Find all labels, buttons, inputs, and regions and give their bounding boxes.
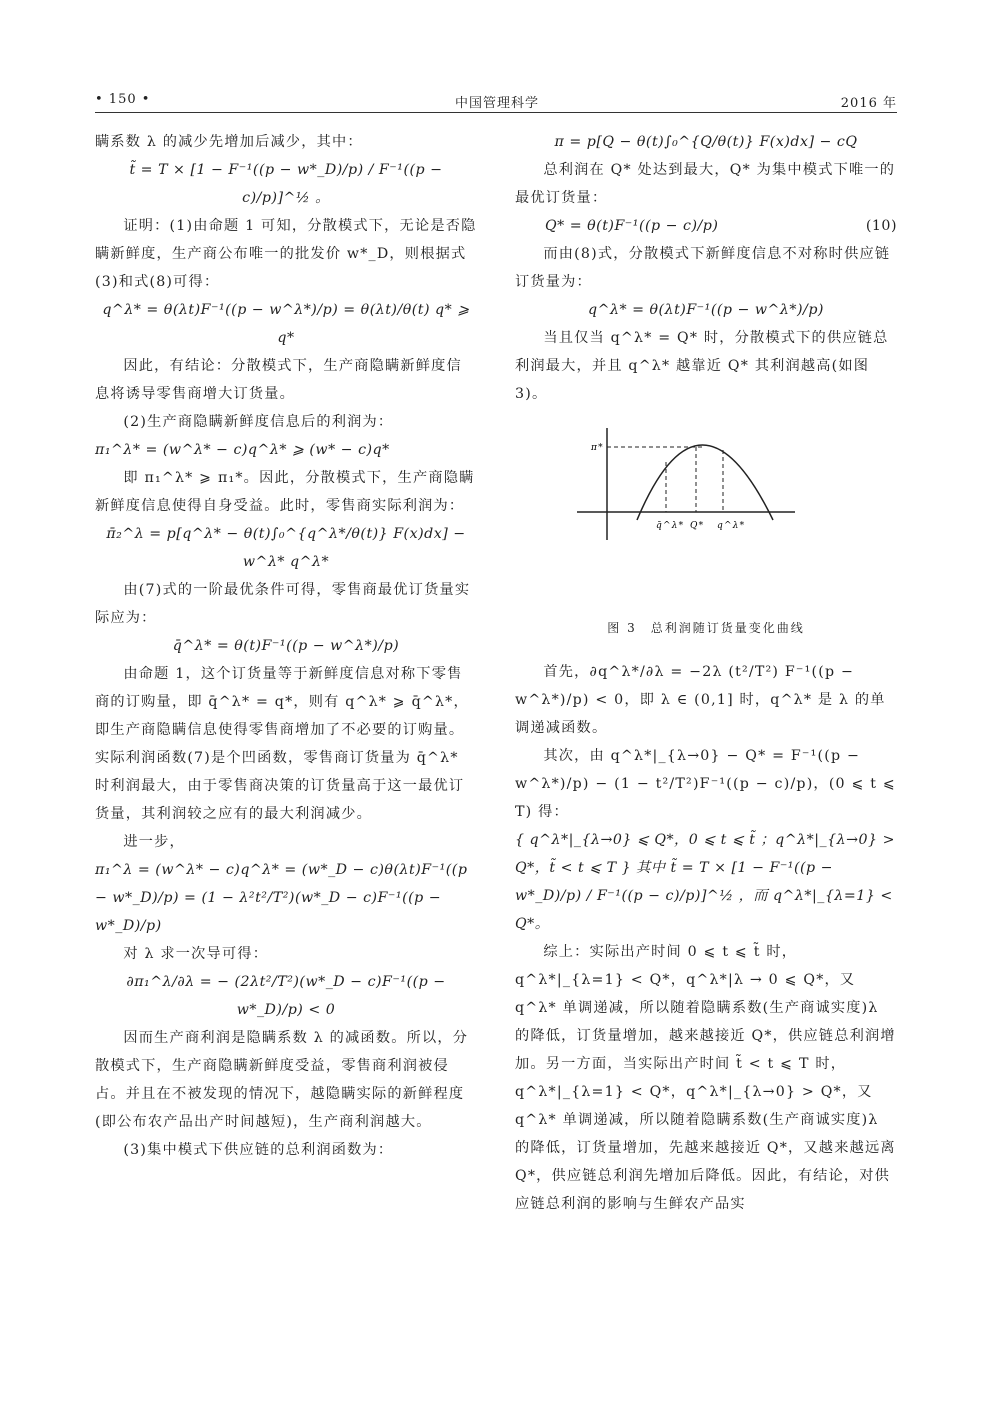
paragraph: 进一步，	[123, 834, 185, 850]
right-top-paragraphs	[515, 128, 897, 212]
right-bottom-paragraphs	[515, 658, 897, 1218]
formula: ∂π₁^λ/∂λ = − (2λt²/T²)(w*_D − c)F⁻¹((p − w*_D)/p) < 0	[126, 974, 446, 1018]
paragraph: (3)集中模式下供应链的总利润函数为：	[123, 1142, 394, 1158]
profit-curve-plot	[515, 420, 897, 600]
x-label-1: q̄^λ*	[656, 521, 685, 531]
journal-title: 中国管理科学	[455, 96, 540, 111]
paragraph: 由命题 1，这个订货量等于新鲜度信息对称下零售商的订购量，即 q̄^λ* = q*，则有 q^λ* ⩾ q̄^λ*，即生产商隐瞒信息使得零售商增加了不必要的订购量。实际利润函数(7)是个凹函数，零售商订货量为 q̄^λ* 时利润最大，由于零售商决策的订货量高于这一最优订货量，其利润较之应有的最大利润减少。	[95, 666, 469, 822]
paragraph: 而由(8)式，分散模式下新鲜度信息不对称时供应链订货量为：	[515, 246, 891, 290]
left-column	[95, 128, 477, 1164]
paragraph: 综上：实际出产时间 0 ⩽ t ⩽ t̃ 时，q^λ*|_{λ=1} < Q*，q^λ*|λ → 0 ⩽ Q*，又 q^λ* 单调递减，所以随着隐瞒系数(生产商诚实度)λ 的降低，订货量增加，越来越接近 Q*，供应链总利润增加。另一方面，当实际出产时间 t̃ < t ⩽ T 时，q^λ*|_{λ=1} < Q*，q^λ*|_{λ→0} > Q*，又 q^λ* 单调递减，所以随着隐瞒系数(生产商诚实度)λ 的降低，订货量增加，先越来越接近 Q*，又越来越远离 Q*，供应链总利润先增加后降低。因此，有结论，对供应链总利润的影响与生鲜农产品实	[515, 944, 896, 1212]
formula: q^λ* = θ(λt)F⁻¹((p − w^λ*)/p) = θ(λt)/θ(t) q* ⩾ q*	[102, 302, 470, 346]
paragraph: 当且仅当 q^λ* = Q* 时，分散模式下的供应链总利润最大，并且 q^λ* 越靠近 Q* 其利润越高(如图 3)。	[515, 330, 889, 402]
formula: π̄₂^λ = p[q^λ* − θ(t)∫₀^{q^λ*/θ(t)} F(x)dx] − w^λ* q^λ*	[106, 526, 466, 570]
page-number: • 150 •	[95, 92, 151, 107]
formula: π = p[Q − θ(t)∫₀^{Q/θ(t)} F(x)dx] − cQ	[554, 134, 858, 150]
paragraph: 其次，由 q^λ*|_{λ→0} − Q* = F⁻¹((p − w^λ*)/p) − (1 − t²/T²)F⁻¹((p − c)/p)，(0 ⩽ t ⩽ T) 得：	[515, 748, 896, 820]
figure-caption: 图 3 总利润随订货量变化曲线	[607, 621, 805, 635]
paragraph: 证明：(1)由命题 1 可知，分散模式下，无论是否隐瞒新鲜度，生产商公布唯一的批发价 w*_D，则根据式(3)和式(8)可得：	[95, 218, 477, 290]
formula: t̃ = T × [1 − F⁻¹((p − w*_D)/p) / F⁻¹((p − c)/p)]^½ 。	[129, 162, 443, 206]
figure-3	[515, 420, 897, 600]
running-header	[95, 92, 897, 110]
right-column	[515, 128, 897, 1218]
formula: π₁^λ = (w^λ* − c)q^λ* = (w*_D − c)θ(λt)F⁻¹((p − w*_D)/p) = (1 − λ²t²/T²)(w*_D − c)F⁻¹((p − w*_D)/p)	[95, 862, 468, 934]
formula: q^λ* = θ(λt)F⁻¹((p − w^λ*)/p)	[588, 302, 824, 318]
paragraph: 因而生产商利润是隐瞒系数 λ 的减函数。所以，分散模式下，生产商隐瞒新鲜度受益，零售商利润被侵占。并且在不被发现的情况下，越隐瞒实际的新鲜程度(即公布农产品出产时间越短)，生产商利润越大。	[95, 1030, 469, 1130]
paragraph: 即 π₁^λ* ⩾ π₁*。因此，分散模式下，生产商隐瞒新鲜度信息使得自身受益。此时，零售商实际利润为：	[95, 470, 475, 514]
paragraph: 瞒系数 λ 的减少先增加后减少，其中：	[95, 134, 363, 150]
equation-10-body: Q* = θ(t)F⁻¹((p − c)/p)	[545, 218, 719, 234]
y-label: π*	[591, 443, 604, 453]
equation-10	[515, 212, 897, 240]
paragraph: (2)生产商隐瞒新鲜度信息后的利润为：	[123, 414, 394, 430]
right-mid-paragraphs	[515, 240, 897, 408]
year: 2016 年	[840, 96, 897, 111]
formula: q̄^λ* = θ(t)F⁻¹((p − w^λ*)/p)	[172, 638, 400, 654]
paragraph: 因此，有结论：分散模式下，生产商隐瞒新鲜度信息将诱导零售商增大订货量。	[95, 358, 462, 402]
paragraph: 首先，∂q^λ*/∂λ = −2λ (t²/T²) F⁻¹((p − w^λ*)/p) < 0，即 λ ∈ (0,1] 时，q^λ* 是 λ 的单调递减函数。	[515, 664, 886, 736]
x-label-3: q^λ*	[717, 521, 746, 531]
left-paragraphs	[95, 128, 477, 1164]
profit-curve	[637, 445, 773, 520]
formula: { q^λ*|_{λ→0} ⩽ Q*，0 ⩽ t ⩽ t̃ ；q^λ*|_{λ→0} > Q*，t̃ < t ⩽ T } 其中 t̃ = T × [1 − F⁻¹((p − w*_D)/p) / F⁻¹((p − c)/p)]^½ ，而 q^λ*|_{λ=1} < Q*。	[515, 832, 895, 932]
header-rule	[95, 112, 897, 113]
paragraph: 由(7)式的一阶最优条件可得，零售商最优订货量实际应为：	[95, 582, 471, 626]
paragraph: 对 λ 求一次导可得：	[123, 946, 269, 962]
x-label-2: Q*	[690, 521, 705, 531]
formula: π₁^λ* = (w^λ* − c)q^λ* ⩾ (w* − c)q*	[95, 442, 390, 458]
equation-10-number: (10)	[865, 218, 897, 234]
paragraph: 总利润在 Q* 处达到最大，Q* 为集中模式下唯一的最优订货量：	[515, 162, 896, 206]
